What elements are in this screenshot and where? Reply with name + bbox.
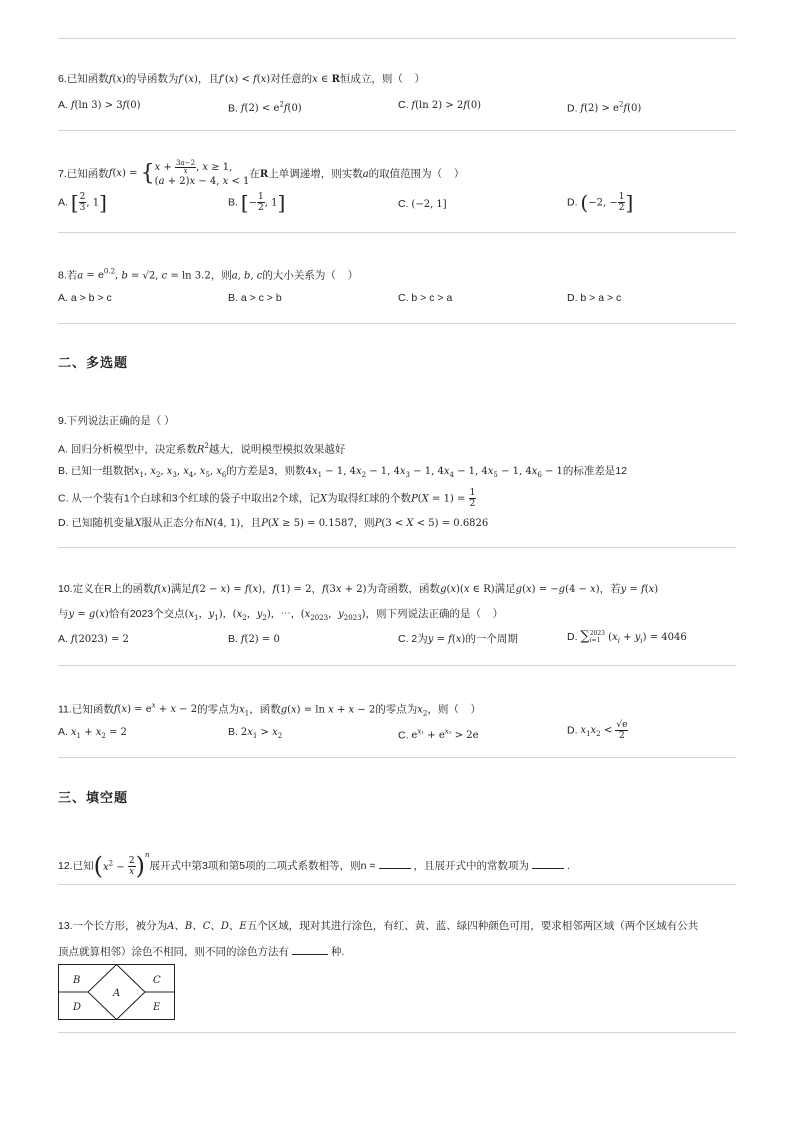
divider-q7 xyxy=(58,232,736,233)
section-title-fill-blank: 三、填空题 xyxy=(58,791,129,806)
q13-label-b: B xyxy=(73,975,81,986)
divider-q12 xyxy=(58,884,736,885)
divider-q9 xyxy=(58,547,736,548)
q11-option-a[interactable]: A. $x_1 + x_2 = 2$ xyxy=(58,726,127,740)
q7-option-b[interactable]: B. [− $\frac{1}{2}$ , 1] xyxy=(228,190,286,215)
q8-option-a[interactable]: A. a > b > c xyxy=(58,292,112,304)
q6-stem: 6.已知函数f(x)的导函数为f′(x)，且f′(x) < f(x)对任意的x ∈ R恒成立，则（ ） xyxy=(58,73,426,85)
q9-option-b[interactable]: B. 已知一组数据$x_1$, $x_2$, $x_3$, $x_4$, $x_5$, $x_6$的方差是3，则数$4x_1 - 1$, $4x_2 - 1$, $4x_3 - 1$, $4x_4 - 1$, $4x_5 - 1$, $4x_6 - 1$的标准差是12 xyxy=(58,465,628,480)
q13-line2a: 顶点就算相邻）涂色不相同，则不同的涂色方法有 xyxy=(58,946,289,958)
q6-option-d[interactable]: D. $f(2) > e^2f(0)$ xyxy=(567,101,642,115)
q13-label-e: E xyxy=(153,1002,161,1013)
q10-option-a[interactable]: A. f(2023) = 2 xyxy=(58,633,129,645)
q13-label-c: C xyxy=(153,975,161,986)
q6-option-b[interactable]: B. $f(2) < e^2f(0)$ xyxy=(228,101,302,115)
q13-line2b: 种. xyxy=(331,946,345,958)
q8-option-d[interactable]: D. b > a > c xyxy=(567,292,622,304)
q10-option-d[interactable]: D. ∑ 2023 i=1 $(x_i + y_i) = 4046$ xyxy=(567,629,687,645)
q12-middle2: ，且展开式中的常数项为 xyxy=(413,860,530,873)
q11-option-c[interactable]: C. $e^{x_1} + e^{x_2} > 2e$ xyxy=(398,728,479,742)
q13-region-diagram xyxy=(58,964,178,1022)
q11-option-b[interactable]: B. $2x_1 > x_2$ xyxy=(228,726,283,740)
q10-option-c[interactable]: C. 2为y = f(x)的一个周期 xyxy=(398,633,518,645)
divider-q11 xyxy=(58,757,736,758)
q11-option-d[interactable]: D. $x_1x_2$ < $\frac{√e}{2}$ xyxy=(567,720,628,741)
q13-blank[interactable] xyxy=(292,944,328,955)
q13-line2 xyxy=(58,944,344,959)
q12-middle: 展开式中第3项和第5项的二项式系数相等，则n = xyxy=(149,860,376,873)
divider-q13 xyxy=(58,1032,736,1033)
q11-stem: 11.已知函数$f(x) = e^x + x - 2$的零点为$x_1$，函数g(x) = ln x + x − 2的零点为$x_2$，则（ ） xyxy=(58,702,482,718)
divider-q10 xyxy=(58,665,736,666)
divider-top xyxy=(58,38,736,39)
section-title-multi-choice: 二、多选题 xyxy=(58,356,129,371)
q12-prefix: 12.已知 xyxy=(58,860,94,873)
q7-option-a[interactable]: A. [ $\frac{2}{3}$ , 1] xyxy=(58,190,107,215)
q10-option-b[interactable]: B. f(2) = 0 xyxy=(228,633,280,645)
q9-stem: 9.下列说法正确的是（ ） xyxy=(58,415,175,427)
q13-label-d: D xyxy=(73,1002,82,1013)
q6-option-c[interactable]: C. f(ln 2) > 2f(0) xyxy=(398,99,482,111)
q12-stem: 12.已知($x^2$ − $\frac{2}{x}$ )$^n$展开式中第3项和第5项的二项式系数相等，则n = ，且展开式中的常数项为 . xyxy=(58,851,570,881)
q13-line1: 13.一个长方形，被分为A、B、C、D、E五个区域，现对其进行涂色，有红、黄、蓝、绿四种颜色可用，要求相邻两区域（两个区域有公共 xyxy=(58,920,699,932)
q8-option-b[interactable]: B. a > c > b xyxy=(228,292,282,304)
q12-blank-n[interactable] xyxy=(379,858,411,869)
q8-option-c[interactable]: C. b > c > a xyxy=(398,292,453,304)
q13-label-a: A xyxy=(113,988,121,999)
q12-blank-constant[interactable] xyxy=(532,858,564,869)
divider-q8 xyxy=(58,323,736,324)
q8-stem: 8.若$a = e^{0.2}$, b = √2, c = ln 3.2，则a, b, c的大小关系为（ ） xyxy=(58,268,359,282)
q7-option-d[interactable]: D. (−2, − $\frac{1}{2}$ ] xyxy=(567,190,634,215)
q9-option-d[interactable]: D. 已知随机变量X服从正态分布N(4, 1)，且P(X ≥ 5) = 0.1587，则P(3 < X < 5) = 0.6826 xyxy=(58,517,489,529)
q9-option-c[interactable]: C. 从一个装有1个白球和3个红球的袋子中取出2个球，记X为取得红球的个数P(X = 1) = $\frac{1}{2}$ xyxy=(58,488,476,509)
q7-option-c[interactable]: C. (−2, 1] xyxy=(398,198,447,210)
q9-option-a[interactable]: A. 回归分析模型中，决定系数$R^2$越大，说明模型模拟效果越好 xyxy=(58,442,346,456)
divider-q6 xyxy=(58,130,736,131)
q10-line1: 10.定义在R上的函数f(x)满足f(2 − x) = f(x)，f(1) = 2，f(3x + 2)为奇函数，函数g(x)(x ∈ R)满足g(x) = −g(4 − x)，若y = f(x) xyxy=(58,583,659,595)
q10-line2: 与y = g(x)恰有2023个交点($x_1$，$y_1$)，($x_2$，$y_2$)，⋯，($x_{2023}$，$y_{2023}$)，则下列说法正确的是（ ） xyxy=(58,608,504,622)
q6-option-a[interactable]: A. f(ln 3) > 3f(0) xyxy=(58,99,141,111)
q7-stem: 7.已知函数f(x) = { x + $\frac{3a-2}{x}$ , x ≥ 1, (a + 2)x − 4, x < 1 在R上单调递增，则实数a的取值范围为（ ） xyxy=(58,159,465,187)
q12-end: . xyxy=(567,860,570,873)
